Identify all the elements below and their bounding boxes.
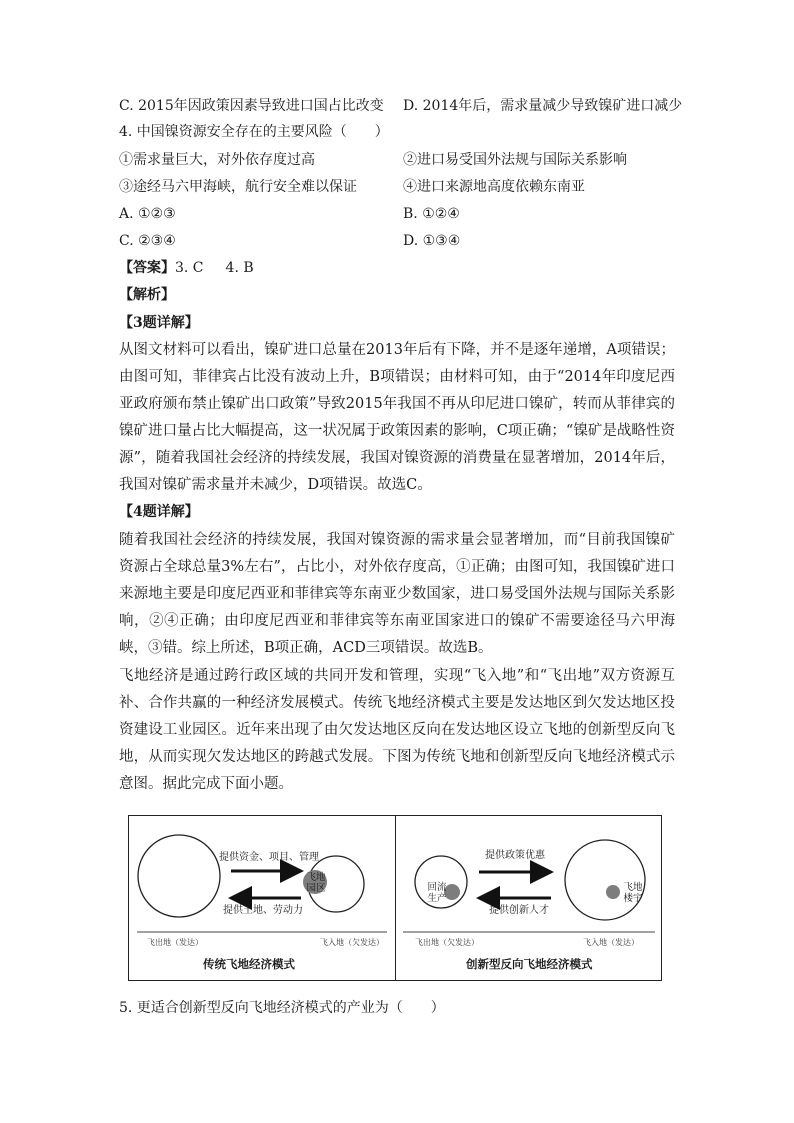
answer-line — [119, 258, 254, 278]
q4-detail-text: 随着我国社会经济的持续发展，我国对镍资源的需求量会显著增加，而“目前我国镍矿资源占全球总量3%左右”，占比小，对外依存度高，①正确；由图可知，我国镍矿进口来源地主要是印度尼西亚和菲律宾等东南亚少数国家，进口易受国外法规与国际关系影响，②④正确；由印度尼西亚和菲律宾等东南亚国家进口的镍矿不需要途径马六甲海峡，③错。综上所述，B项正确，ACD三项错误。故选B。 — [119, 532, 675, 656]
right-dest-circle — [565, 840, 645, 920]
left-enclave-label: 飞地园区 — [306, 872, 326, 894]
enclave-economy-figure — [128, 815, 662, 981]
q4-option-c: C. ②③④ — [119, 233, 176, 249]
q4-option-d: D. ①③④ — [403, 233, 461, 249]
left-arrow-bottom-label: 提供土地、劳动力 — [223, 905, 303, 916]
right-arrow-top-label: 提供政策优惠 — [485, 850, 545, 861]
right-enclave-dot — [606, 885, 620, 899]
left-dest-label: 飞入地（欠发达） — [320, 938, 384, 947]
q4-stem: 4. 中国镍资源安全存在的主要风险（ ） — [119, 124, 389, 140]
q4-statement-2: ②进口易受国外法规与国际关系影响 — [403, 152, 627, 168]
q3-detail-title: 【3题详解】 — [119, 315, 199, 331]
q5-stem: 5. 更适合创新型反向飞地经济模式的产业为（ ） — [119, 1000, 445, 1016]
right-caption: 创新型反向飞地经济模式 — [466, 957, 593, 971]
q4-statement-1: ①需求量巨大，对外依存度过高 — [119, 152, 315, 168]
q3-option-c: C. 2015年因政策因素导致进口国占比改变 — [119, 98, 384, 114]
answer-q3: 3. C — [175, 260, 204, 276]
left-origin-circle — [138, 835, 220, 917]
passage-text: 飞地经济是通过跨行政区域的共同开发和管理，实现“飞入地”和“飞出地”双方资源互补、合作共赢的一种经济发展模式。传统飞地经济模式主要是发达地区到欠发达地区投资建设工业园区。近年来出现了由欠发达地区反向在发达地区设立飞地的创新型反向飞地，从而实现欠发达地区的跨越式发展。下图为传统飞地和创新型反向飞地经济模式示意图。据此完成下面小题。 — [119, 668, 675, 792]
q4-detail-title: 【4题详解】 — [119, 504, 199, 520]
q3-option-d: D. 2014年后，需求量减少导致镍矿进口减少 — [403, 98, 683, 114]
left-arrow-top-label: 提供资金、项目、管理 — [219, 852, 319, 863]
right-return-label: 回流生产 — [427, 882, 447, 904]
q4-statement-3: ③途经马六甲海峡，航行安全难以保证 — [119, 179, 357, 195]
right-dest-label: 飞入地（发达） — [583, 938, 639, 947]
q4-option-a: A. ①②③ — [119, 206, 176, 222]
answer-label: 【答案】 — [119, 260, 175, 276]
answer-q4: 4. B — [225, 260, 254, 276]
right-origin-label: 飞出地（欠发达） — [415, 938, 479, 947]
q3-detail-text: 从图文材料可以看出，镍矿进口总量在2013年后有下降，并不是逐年递增，A项错误；由图可知，菲律宾占比没有波动上升，B项错误；由材料可知，由于“2014年印度尼西亚政府颁布禁止镍矿出口政策”导致2015年我国不再从印尼进口镍矿，转而从菲律宾的镍矿进口量占比大幅提高，这一状况属于政策因素的影响，C项正确；“镍矿是战略性资源”，随着我国社会经济的持续发展，我国对镍资源的消费量在显著增加，2014年后，我国对镍矿需求量并未减少，D项错误。故选C。 — [119, 342, 675, 493]
left-caption: 传统飞地经济模式 — [203, 957, 295, 971]
right-enclave-label: 飞地楼宇 — [623, 882, 643, 904]
left-origin-label: 飞出地（发达） — [147, 938, 203, 947]
q4-option-b: B. ①②④ — [403, 206, 460, 222]
analysis-label: 【解析】 — [119, 287, 175, 303]
right-arrow-bottom-label: 提供创新人才 — [489, 905, 549, 916]
q4-statement-4: ④进口来源地高度依赖东南亚 — [403, 179, 585, 195]
panel-divider — [395, 816, 396, 980]
